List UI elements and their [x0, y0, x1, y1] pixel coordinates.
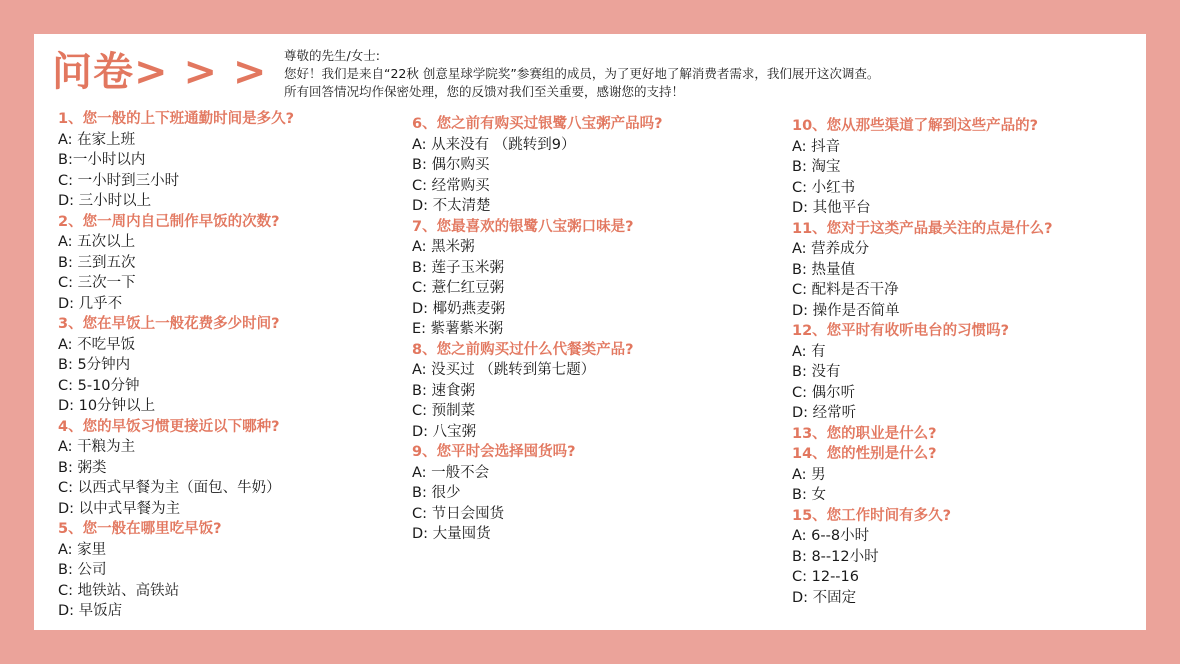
- answer-option: B: 三到五次: [58, 254, 136, 271]
- answer-option: C: 偶尔听: [792, 384, 856, 401]
- question-block: [792, 506, 1132, 609]
- answer-option: D: 其他平台: [792, 200, 871, 216]
- answer-option: B: 速食粥: [412, 382, 475, 399]
- question-column-2: [412, 114, 772, 545]
- question-block: [412, 340, 772, 443]
- answer-option: A: 在家上班: [58, 131, 136, 148]
- answer-option: B: 没有: [792, 364, 841, 380]
- answer-option: A: 营养成分: [792, 241, 870, 257]
- answer-option: D: 大量囤货: [412, 526, 491, 542]
- answer-option: D: 以中式早餐为主: [58, 500, 181, 517]
- answer-option: A: 不吃早饭: [58, 336, 136, 353]
- answer-option: C: 以西式早餐为主（面包、牛奶）: [58, 480, 281, 496]
- page-title: 问卷> > >: [52, 49, 268, 95]
- answer-option: B: 偶尔购买: [412, 157, 490, 173]
- question-column-3: [792, 116, 1132, 608]
- answer-option: E: 紫薯紫米粥: [412, 321, 504, 337]
- question-title: 11、您对于这类产品最关注的点是什么?: [792, 220, 1053, 237]
- question-block: [412, 217, 772, 340]
- question-title: 9、您平时会选择囤货吗?: [412, 444, 576, 460]
- question-block: [58, 212, 398, 315]
- answer-option: C: 节日会囤货: [412, 505, 505, 522]
- answer-option: A: 干粮为主: [58, 439, 136, 455]
- answer-option: C: 薏仁红豆粥: [412, 280, 505, 296]
- answer-option: D: 不固定: [792, 589, 857, 606]
- intro-text: [284, 47, 1124, 101]
- question-block: [792, 321, 1132, 424]
- answer-option: B: 5分钟内: [58, 357, 131, 373]
- question-block: [412, 442, 772, 545]
- answer-option: A: 黑米粥: [412, 239, 475, 255]
- question-block: [58, 109, 398, 212]
- answer-option: B: 粥类: [58, 459, 107, 476]
- answer-option: D: 不太清楚: [412, 198, 491, 214]
- answer-option: C: 5-10分钟: [58, 377, 140, 394]
- intro-greeting: 尊敬的先生/女士:: [284, 48, 380, 63]
- answer-option: B: 女: [792, 487, 826, 503]
- question-title: 5、您一般在哪里吃早饭?: [58, 521, 222, 537]
- answer-option: B: 莲子玉米粥: [412, 259, 504, 276]
- answer-option: A: 一般不会: [412, 464, 490, 481]
- question-block: [58, 519, 398, 622]
- answer-option: A: 有: [792, 343, 826, 360]
- survey-card: [34, 34, 1146, 630]
- intro-line-1: 您好！我们是来自“22秋 创意星球学院奖”参赛组的成员，为了更好地了解消费者需求，我们展开这次调查。: [284, 66, 880, 81]
- answer-option: C: 小红书: [792, 179, 856, 196]
- answer-option: B:一小时以内: [58, 152, 146, 168]
- answer-option: D: 早饭店: [58, 603, 123, 619]
- answer-option: C: 三次一下: [58, 275, 136, 291]
- answer-option: D: 三小时以上: [58, 193, 152, 209]
- question-block: [792, 424, 1132, 445]
- answer-option: A: 抖音: [792, 138, 841, 155]
- question-block: [412, 114, 772, 217]
- question-block: [792, 116, 1132, 219]
- answer-option: B: 8--12小时: [792, 548, 879, 565]
- answer-option: D: 椰奶燕麦粥: [412, 300, 506, 317]
- question-block: [792, 444, 1132, 506]
- answer-option: A: 五次以上: [58, 234, 136, 250]
- answer-option: B: 淘宝: [792, 159, 841, 175]
- question-title: 14、您的性别是什么?: [792, 446, 937, 462]
- answer-option: C: 配料是否干净: [792, 282, 899, 298]
- question-column-1: [58, 109, 398, 622]
- answer-option: C: 经常购买: [412, 177, 490, 194]
- question-block: [58, 314, 398, 417]
- answer-option: C: 12--16: [792, 569, 859, 585]
- answer-option: D: 几乎不: [58, 295, 123, 312]
- question-title: 15、您工作时间有多久?: [792, 507, 952, 524]
- answer-option: B: 公司: [58, 562, 107, 578]
- intro-line-2: 所有回答情况均作保密处理，您的反馈对我们至关重要，感谢您的支持！: [284, 84, 685, 99]
- question-title: 7、您最喜欢的银鹭八宝粥口味是?: [412, 218, 634, 235]
- answer-option: D: 10分钟以上: [58, 398, 156, 414]
- answer-option: D: 经常听: [792, 405, 857, 421]
- question-title: 13、您的职业是什么?: [792, 425, 937, 442]
- question-block: [792, 219, 1132, 322]
- answer-option: A: 从来没有 （跳转到9）: [412, 136, 576, 153]
- answer-option: A: 男: [792, 466, 826, 483]
- question-title: 10、您从那些渠道了解到这些产品的?: [792, 118, 1039, 134]
- answer-option: B: 很少: [412, 485, 461, 501]
- question-title: 1、您一般的上下班通勤时间是多久?: [58, 111, 294, 127]
- answer-option: A: 没买过 （跳转到第七题）: [412, 362, 596, 378]
- question-block: [58, 417, 398, 520]
- answer-option: B: 热量值: [792, 261, 855, 278]
- answer-option: D: 操作是否简单: [792, 302, 900, 319]
- question-title: 4、您的早饭习惯更接近以下哪种?: [58, 418, 280, 435]
- answer-option: C: 预制菜: [412, 403, 476, 419]
- answer-option: A: 6--8小时: [792, 528, 870, 544]
- answer-option: A: 家里: [58, 541, 107, 558]
- answer-option: D: 八宝粥: [412, 423, 477, 440]
- question-title: 2、您一周内自己制作早饭的次数?: [58, 213, 280, 230]
- question-title: 12、您平时有收听电台的习惯吗?: [792, 323, 1010, 339]
- question-title: 3、您在早饭上一般花费多少时间?: [58, 316, 280, 332]
- question-title: 8、您之前购买过什么代餐类产品?: [412, 341, 634, 358]
- question-title: 6、您之前有购买过银鹭八宝粥产品吗?: [412, 116, 663, 132]
- answer-option: C: 地铁站、高铁站: [58, 582, 180, 599]
- answer-option: C: 一小时到三小时: [58, 172, 180, 189]
